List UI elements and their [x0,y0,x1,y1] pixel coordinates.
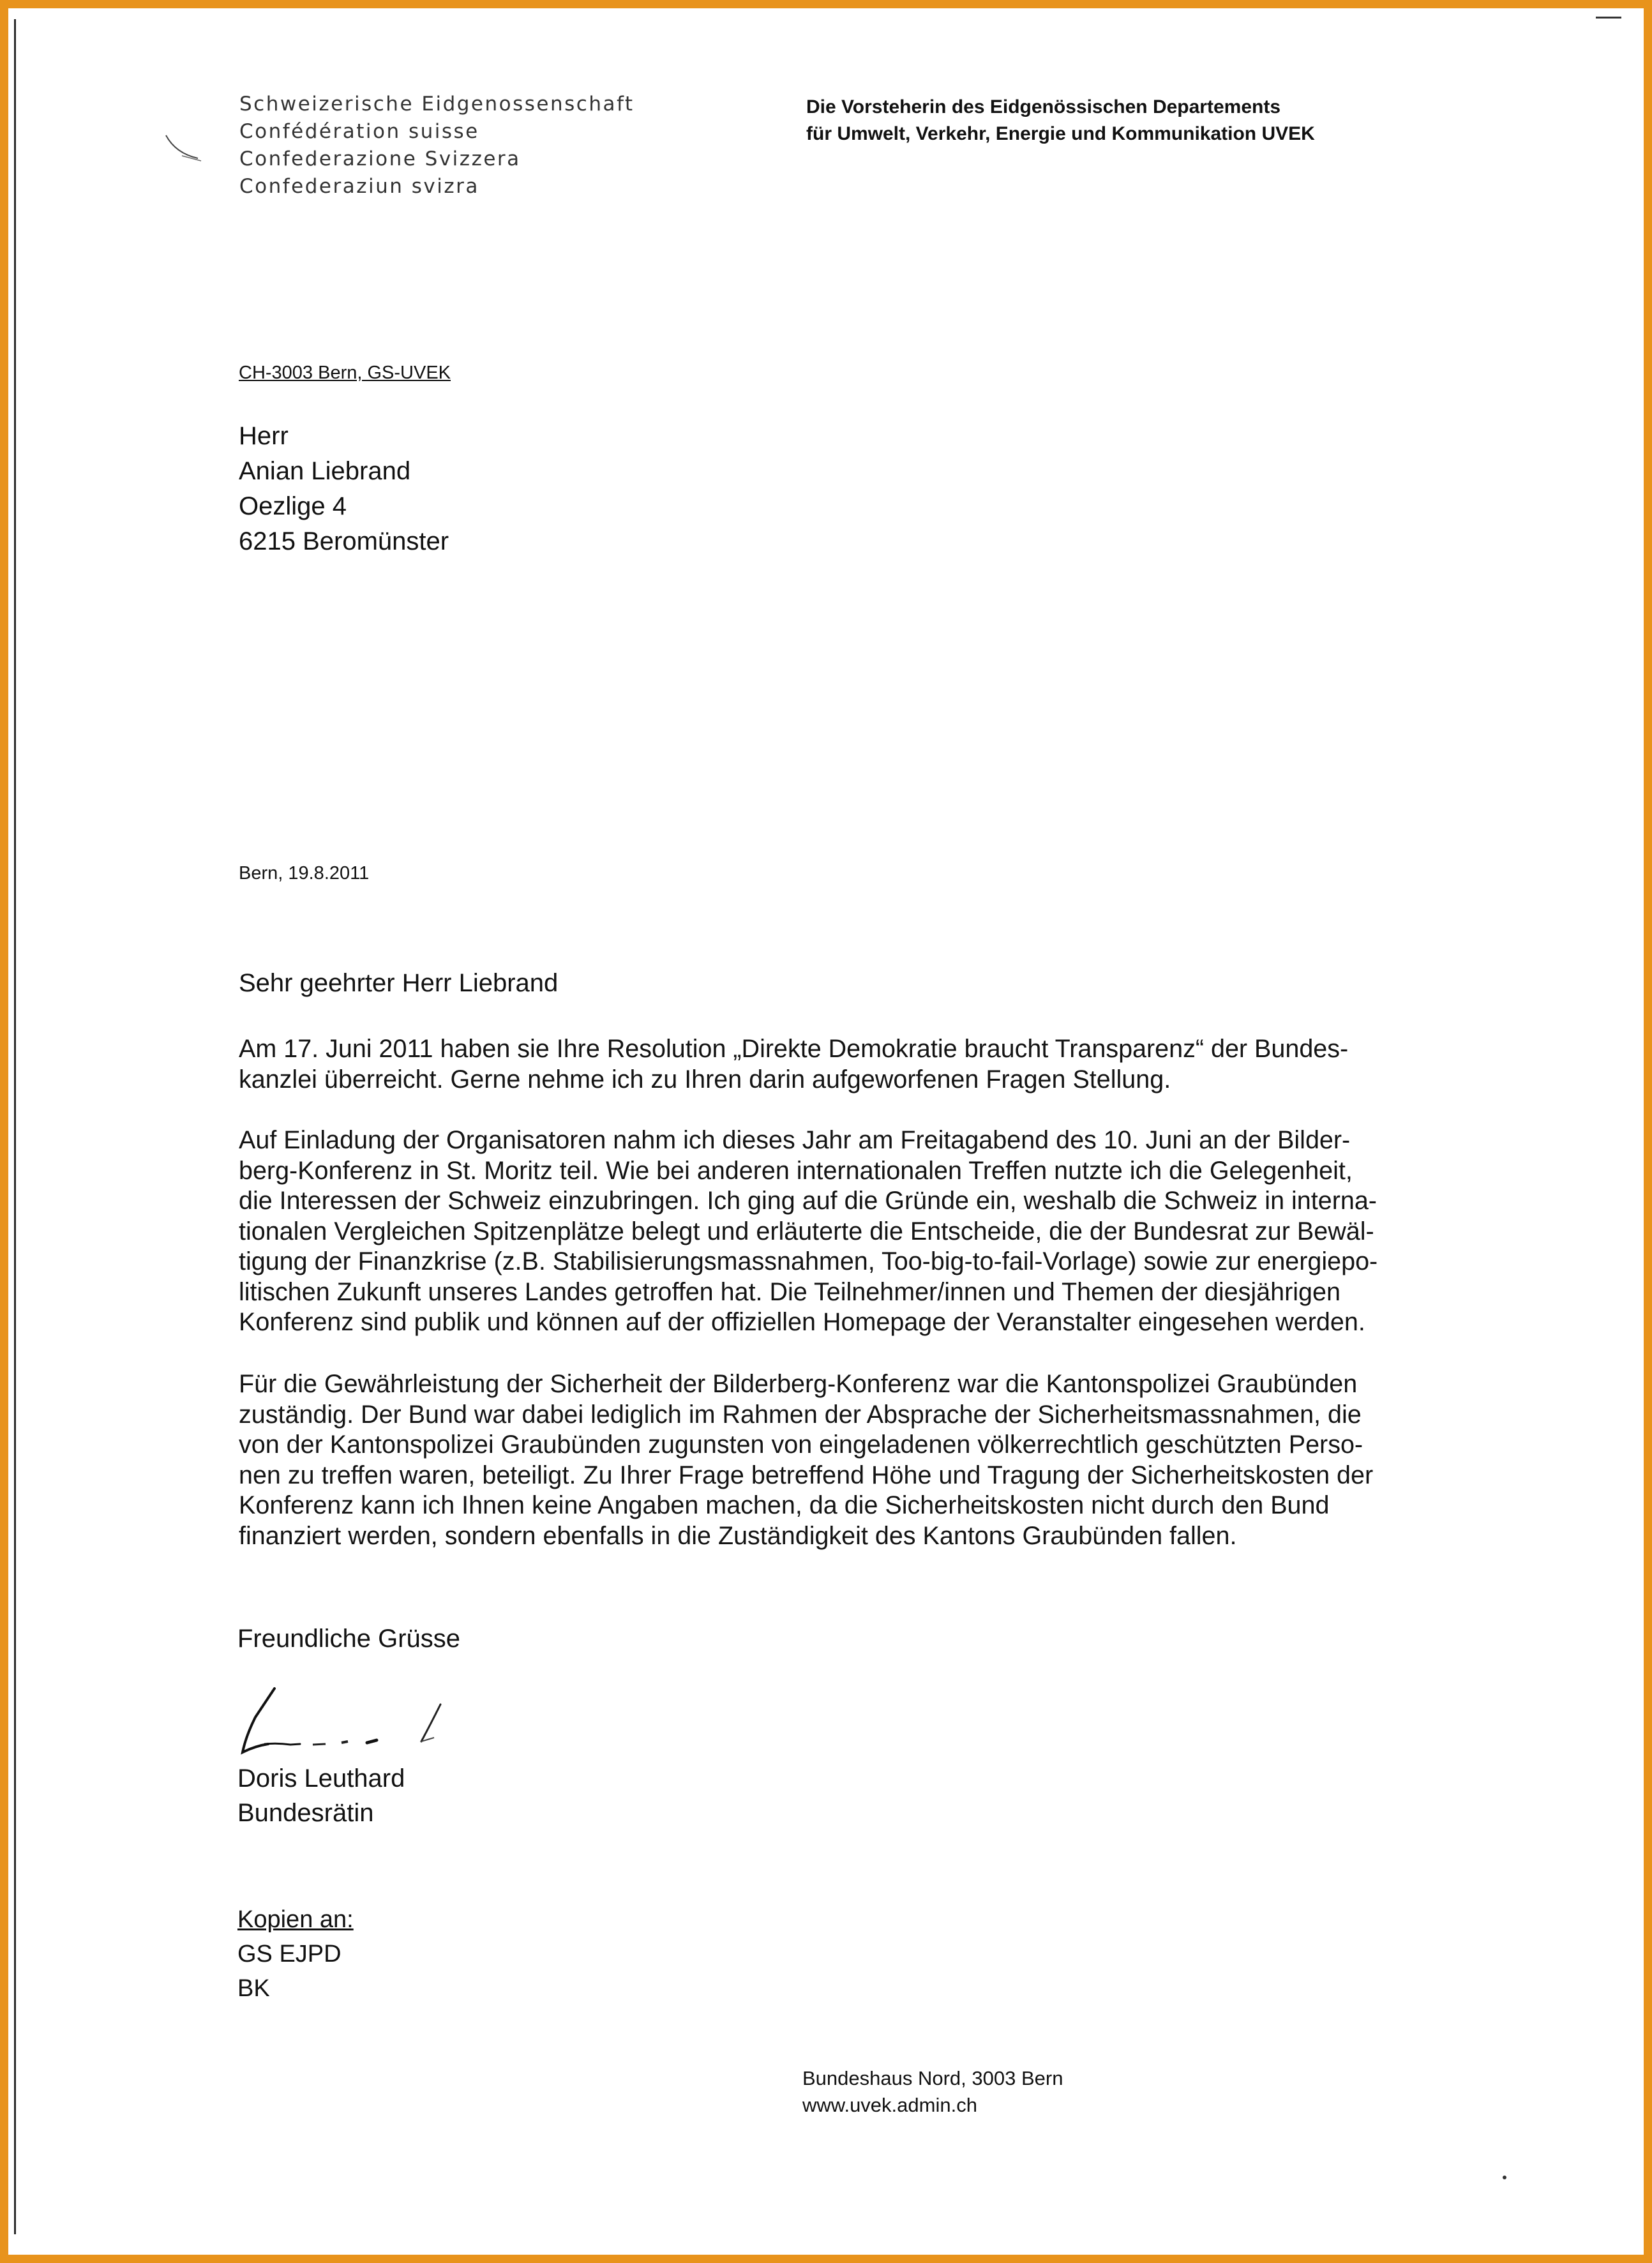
paragraph-line: tionalen Vergleichen Spitzenplätze belegt und erläuterte die Entscheide, die der Bundesrat zur Bewäl- [239,1217,1374,1245]
paragraph-line: von der Kantonspolizei Graubünden zugunsten von eingeladenen völkerrechtlich geschützten Perso- [239,1431,1363,1459]
copies-block [237,1902,354,2006]
signer-title: Bundesrätin [237,1799,374,1827]
letter-date: Bern, 19.8.2011 [239,863,370,883]
recipient-line: 6215 Beromünster [239,527,449,555]
paragraph-line: Auf Einladung der Organisatoren nahm ich dieses Jahr am Freitagabend des 10. Juni an der Bilder- [239,1126,1351,1154]
signer-name: Doris Leuthard [237,1764,405,1793]
department-title [806,94,1315,147]
federation-line-de: Schweizerische Eidgenossenschaft [239,93,635,116]
salutation: Sehr geehrter Herr Liebrand [239,969,559,997]
paragraph-line: Am 17. Juni 2011 haben sie Ihre Resolution „Direkte Demokratie braucht Transparenz“ der Bundes- [239,1035,1349,1063]
signer-block [237,1761,405,1830]
paragraph-line: tigung der Finanzkrise (z.B. Stabilisierungsmassnahmen, Too-big-to-fail-Vorlage) sowie zur energiepo- [239,1247,1378,1275]
paragraph-line: nen zu treffen waren, beteiligt. Zu Ihrer Frage betreffend Höhe und Tragung der Sicherheitskosten der [239,1461,1374,1489]
federation-line-rm: Confederaziun svizra [239,175,479,198]
paragraph-line: Konferenz kann ich Ihnen keine Angaben machen, da die Sicherheitskosten nicht durch den Bund [239,1491,1330,1519]
paragraph-line: Konferenz sind publik und können auf der offiziellen Homepage der Veranstalter eingesehen werden. [239,1308,1365,1336]
copies-item: GS EJPD [237,1941,342,1967]
closing-phrase: Freundliche Grüsse [237,1625,461,1653]
scan-mark [1596,17,1621,19]
paragraph-line: zuständig. Der Bund war dabei lediglich im Rahmen der Absprache der Sicherheitsmassnahmen, die [239,1400,1362,1429]
department-line: Die Vorsteherin des Eidgenössischen Departements [806,96,1281,117]
paragraph-line: die Interessen der Schweiz einzubringen. Ich ging auf die Gründe ein, weshalb die Schweiz in interna- [239,1187,1377,1215]
federal-emblem-mark [163,128,214,166]
body-paragraph-3 [239,1369,1452,1551]
paragraph-line: finanziert werden, sondern ebenfalls in die Zuständigkeit des Kantons Graubünden fallen. [239,1521,1237,1550]
federation-line-it: Confederazione Svizzera [239,147,521,170]
copies-item: BK [237,1975,270,2002]
recipient-address [239,419,449,559]
recipient-line: Anian Liebrand [239,457,411,485]
paragraph-line: berg-Konferenz in St. Moritz teil. Wie bei anderen internationalen Treffen nutzte ich die Gelegenheit, [239,1156,1353,1185]
body-paragraph-2 [239,1125,1452,1338]
paragraph-line: litischen Zukunft unseres Landes getroffen hat. Die Teilnehmer/innen und Themen der diesjährigen [239,1277,1340,1306]
footer-block [802,2065,1063,2119]
copies-heading: Kopien an: [237,1906,354,1933]
paragraph-line: kanzlei überreicht. Gerne nehme ich zu Ihren darin aufgeworfenen Fragen Stellung. [239,1065,1171,1094]
recipient-line: Oezlige 4 [239,492,347,520]
footer-website: www.uvek.admin.ch [802,2094,977,2116]
federation-line-fr: Confédération suisse [239,120,479,143]
body-paragraph-1 [239,1034,1452,1095]
footer-address: Bundeshaus Nord, 3003 Bern [802,2067,1063,2089]
handwritten-signature [230,1685,447,1768]
federation-name-block [239,91,635,200]
paragraph-line: Für die Gewährleistung der Sicherheit der Bilderberg-Konferenz war die Kantonspolizei Graubünden [239,1370,1358,1398]
department-line: für Umwelt, Verkehr, Energie und Kommunikation UVEK [806,123,1315,144]
scan-edge-line [14,19,16,2234]
sender-line: CH-3003 Bern, GS-UVEK [239,363,451,383]
recipient-line: Herr [239,422,289,450]
scan-speck [1503,2176,1506,2179]
